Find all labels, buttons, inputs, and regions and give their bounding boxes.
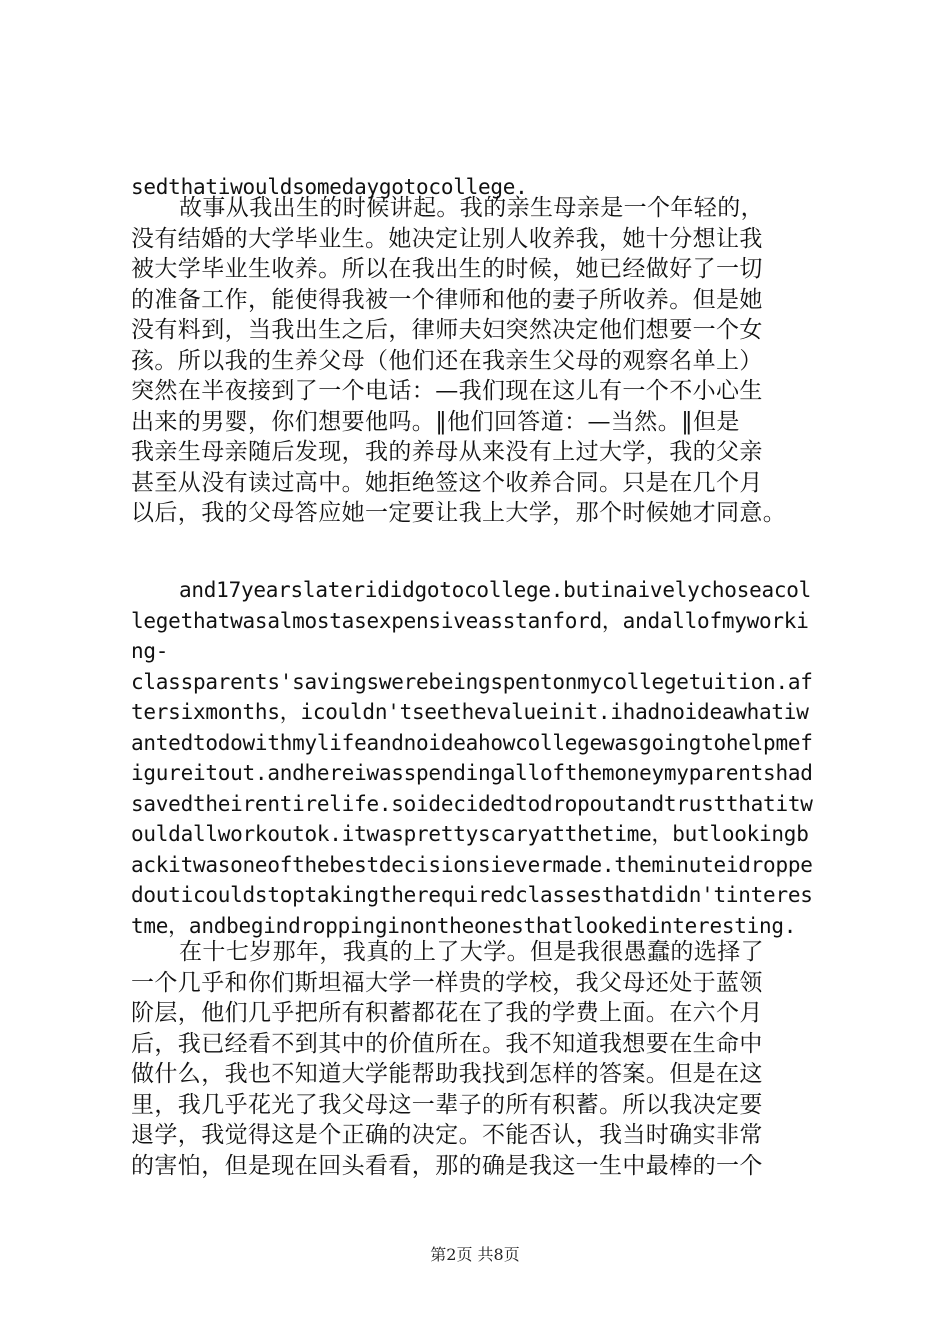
paragraph-line: 突然在半夜接到了一个电话：—我们现在这儿有一个不小心生 [131, 378, 763, 404]
paragraph-line: tersixmonths，icouldn'tseethevalueinit.ihadnoideawhatiw [131, 700, 809, 724]
paragraph-line: 甚至从没有读过高中。她拒绝签这个收养合同。只是在几个月 [131, 469, 763, 496]
paragraph-line: 没有料到，当我出生之后，律师夫妇突然决定他们想要一个女 [131, 317, 763, 343]
paragraph-line: ouldallworkoutok.itwasprettyscaryatthetime，butlookingb [131, 822, 809, 846]
paragraph-line: savedtheirentirelife.soidecidedtodropoutandtrustthatitw [131, 791, 813, 816]
paragraph-line: and17yearslaterididgotocollege.butinaivelychoseacol [179, 578, 812, 602]
paragraph-line: 的害怕，但是现在回头看看，那的确是我这一生中最棒的一个 [131, 1152, 763, 1179]
paragraph-cn-1 [131, 193, 821, 529]
page-footer [0, 1242, 950, 1265]
paragraph-line: antedtodowithmylifeandnoideahowcollegewasgoingtohelpmef [131, 730, 813, 755]
paragraph-line: 的准备工作，能使得我被一个律师和他的妻子所收养。但是她 [131, 286, 763, 313]
paragraph-line: legethatwasalmostasexpensiveasstanford，andallofmyworki [131, 608, 809, 633]
paragraph-line: douticouldstoptakingtherequiredclassesthatdidn'tinteres [131, 883, 813, 907]
paragraph-line: 我亲生母亲随后发现，我的养母从来没有上过大学，我的父亲 [131, 439, 763, 465]
lead-line: sedthatiwouldsomedaygotocollege. [131, 175, 528, 199]
paragraph-line: 在十七岁那年，我真的上了大学。但是我很愚蠢的选择了 [179, 939, 764, 965]
paragraph-line: 里，我几乎花光了我父母这一辈子的所有积蓄。所以我决定要 [131, 1091, 763, 1118]
paragraph-en [131, 575, 821, 941]
paragraph-line: 孩。所以我的生养父母（他们还在我亲生父母的观察名单上） [131, 347, 763, 374]
paragraph-line: 后，我已经看不到其中的价值所在。我不知道我想要在生命中 [131, 1030, 763, 1057]
paragraph-line: igureitout.andhereiwasspendingallofthemoneymyparentshad [131, 761, 813, 785]
paragraph-line: 被大学毕业生收养。所以在我出生的时候，她已经做好了一切 [131, 256, 763, 282]
paragraph-line: 做什么，我也不知道大学能帮助我找到怎样的答案。但是在这 [131, 1061, 763, 1087]
paragraph-line: 故事从我出生的时候讲起。我的亲生母亲是一个年轻的， [179, 195, 764, 221]
paragraph-line: tme，andbegindroppinginontheonesthatlookedinteresting. [131, 913, 797, 938]
paragraph-line: ng- [131, 639, 169, 663]
paragraph-line: 退学，我觉得这是个正确的决定。不能否认，我当时确实非常 [131, 1122, 763, 1148]
paragraph-line: 出来的男婴，你们想要他吗。‖他们回答道：—当然。‖但是 [131, 408, 740, 435]
paragraph-line: 以后，我的父母答应她一定要让我上大学，那个时候她才同意。 [131, 500, 787, 526]
paragraph-line: ackitwasoneofthebestdecisionsievermade.theminuteidroppe [131, 852, 813, 877]
page-number-label: 第2页 共8页 [430, 1245, 520, 1264]
paragraph-line: 没有结婚的大学毕业生。她决定让别人收养我，她十分想让我 [131, 225, 763, 252]
paragraph-line: classparents'savingswerebeingspentonmycollegetuition.af [131, 669, 813, 694]
paragraph-cn-2 [131, 937, 821, 1181]
paragraph-line: 一个几乎和你们斯坦福大学一样贵的学校，我父母还处于蓝领 [131, 969, 763, 996]
paragraph-line: 阶层，他们几乎把所有积蓄都花在了我的学费上面。在六个月 [131, 1000, 763, 1026]
